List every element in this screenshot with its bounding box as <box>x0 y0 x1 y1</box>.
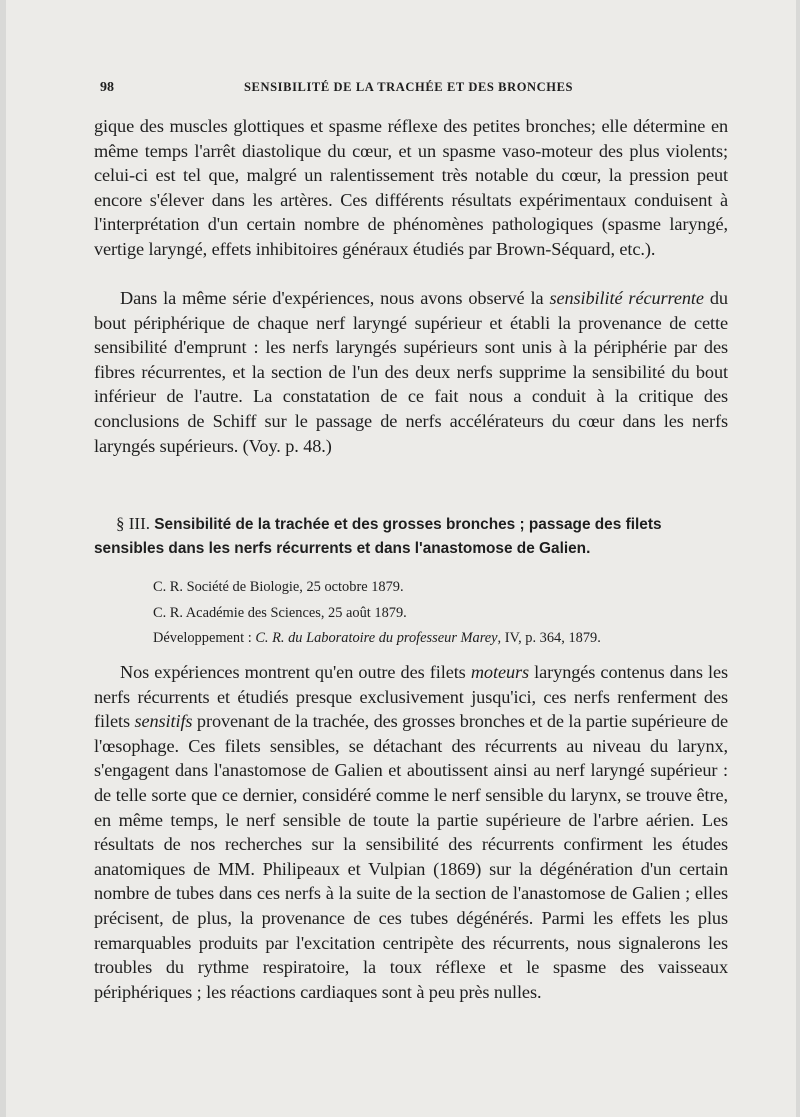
paragraph-3-part-3: provenant de la trachée, des grosses bronches et de la partie supérieure de l'œsophage. Ces filets sensibles, se détachant des récurrents au niveau du larynx, s'engagent dans l'anastomose de Galien et aboutissent ainsi au nerf laryngé supérieur : de telle sorte que ce dernier, considéré comme le nerf sensible du larynx, se trouve être, en même temps, le nerf sensible de toute la partie supérieure de l'arbre aérien. Les résultats de nos recherches sur la sensibilité des récurrents confirment les études anatomiques de MM. Philipeaux et Vulpian (1869) sur la dégénération d'un certain nombre de tubes dans ces nerfs à la suite de la section de l'anastomose de Galien ; elles précisent, de plus, la provenance de ces tubes dégénérés. Parmi les effets les plus remarquables produits par l'excitation centripète des récurrents, nous signalerons les troubles du rythme respiratoire, la toux réflexe et le spasme des vaisseaux périphériques ; les réactions cardiaques sont à peu près nulles. <box>94 711 728 1002</box>
page-header <box>6 80 796 100</box>
running-title: SENSIBILITÉ DE LA TRACHÉE ET DES BRONCHES <box>244 80 574 94</box>
section-number: § III. <box>116 514 150 533</box>
paragraph-3-part-2: laryngés contenus dans les nerfs récurrents et étudiés presque exclusivement jusqu'ici, ces nerfs renferment des filets <box>94 662 728 732</box>
paragraph-2-part-a: Dans la même série d'expériences, nous avons observé la <box>120 288 550 308</box>
paragraph-3-part-1: Nos expériences montrent qu'en outre des filets <box>120 662 471 682</box>
references-list <box>153 575 733 652</box>
section-title: Sensibilité de la trachée et des grosses bronches ; passage des filets sensibles dans les nerfs récurrents et dans l'anastomose de Galien. <box>94 516 662 557</box>
paragraph-1-text: gique des muscles glottiques et spasme réflexe des petites bronches; elle détermine en même temps l'arrêt diastolique du cœur, et un spasme vaso-moteur des plus violents; celui-ci est tel que, malgré un ralentissement très notable du cœur, la pression peut encore s'élever dans les artères. Ces différents résultats expérimentaux conduisent à l'interprétation d'un certain nombre de phénomènes pathologiques (spasme laryngé, vertige laryngé, effets inhibitoires généraux étudiés par Brown-Séquard, etc.). <box>94 116 728 259</box>
reference-3 <box>153 626 733 652</box>
paragraph-2-text <box>94 286 728 458</box>
section-heading <box>94 512 734 561</box>
reference-3-suffix: , IV, p. 364, 1879. <box>497 630 601 646</box>
paragraph-2 <box>94 286 728 458</box>
paragraph-3 <box>94 660 728 1004</box>
paragraph-2-part-b: du bout périphérique de chaque nerf laryngé supérieur et établi la provenance de cette sensibilité d'emprunt : les nerfs laryngés supérieurs sont unis à la périphérie par des fibres récurrentes, et la section de l'un des deux nerfs supprime la sensibilité du bout inférieur de l'autre. La constatation de ce fait nous a conduit à la critique des conclusions de Schiff sur le passage de nerfs accélérateurs du cœur dans les nerfs laryngés supérieurs. (Voy. p. 48.) <box>94 288 728 456</box>
paragraph-3-italic-1: moteurs <box>470 662 530 682</box>
page-number: 98 <box>100 80 114 95</box>
paragraph-1 <box>94 114 728 262</box>
paragraph-3-italic-2: sensitifs <box>134 711 193 732</box>
book-page <box>6 0 796 1117</box>
reference-3-prefix: Développement : <box>153 630 256 646</box>
paragraph-3-text <box>94 660 728 1004</box>
reference-1: C. R. Société de Biologie, 25 octobre 1879. <box>153 579 404 595</box>
reference-3-italic: C. R. du Laboratoire du professeur Marey <box>255 630 498 646</box>
paragraph-2-italic: sensibilité récurrente <box>549 288 704 308</box>
reference-2: C. R. Académie des Sciences, 25 août 1879. <box>153 604 407 621</box>
